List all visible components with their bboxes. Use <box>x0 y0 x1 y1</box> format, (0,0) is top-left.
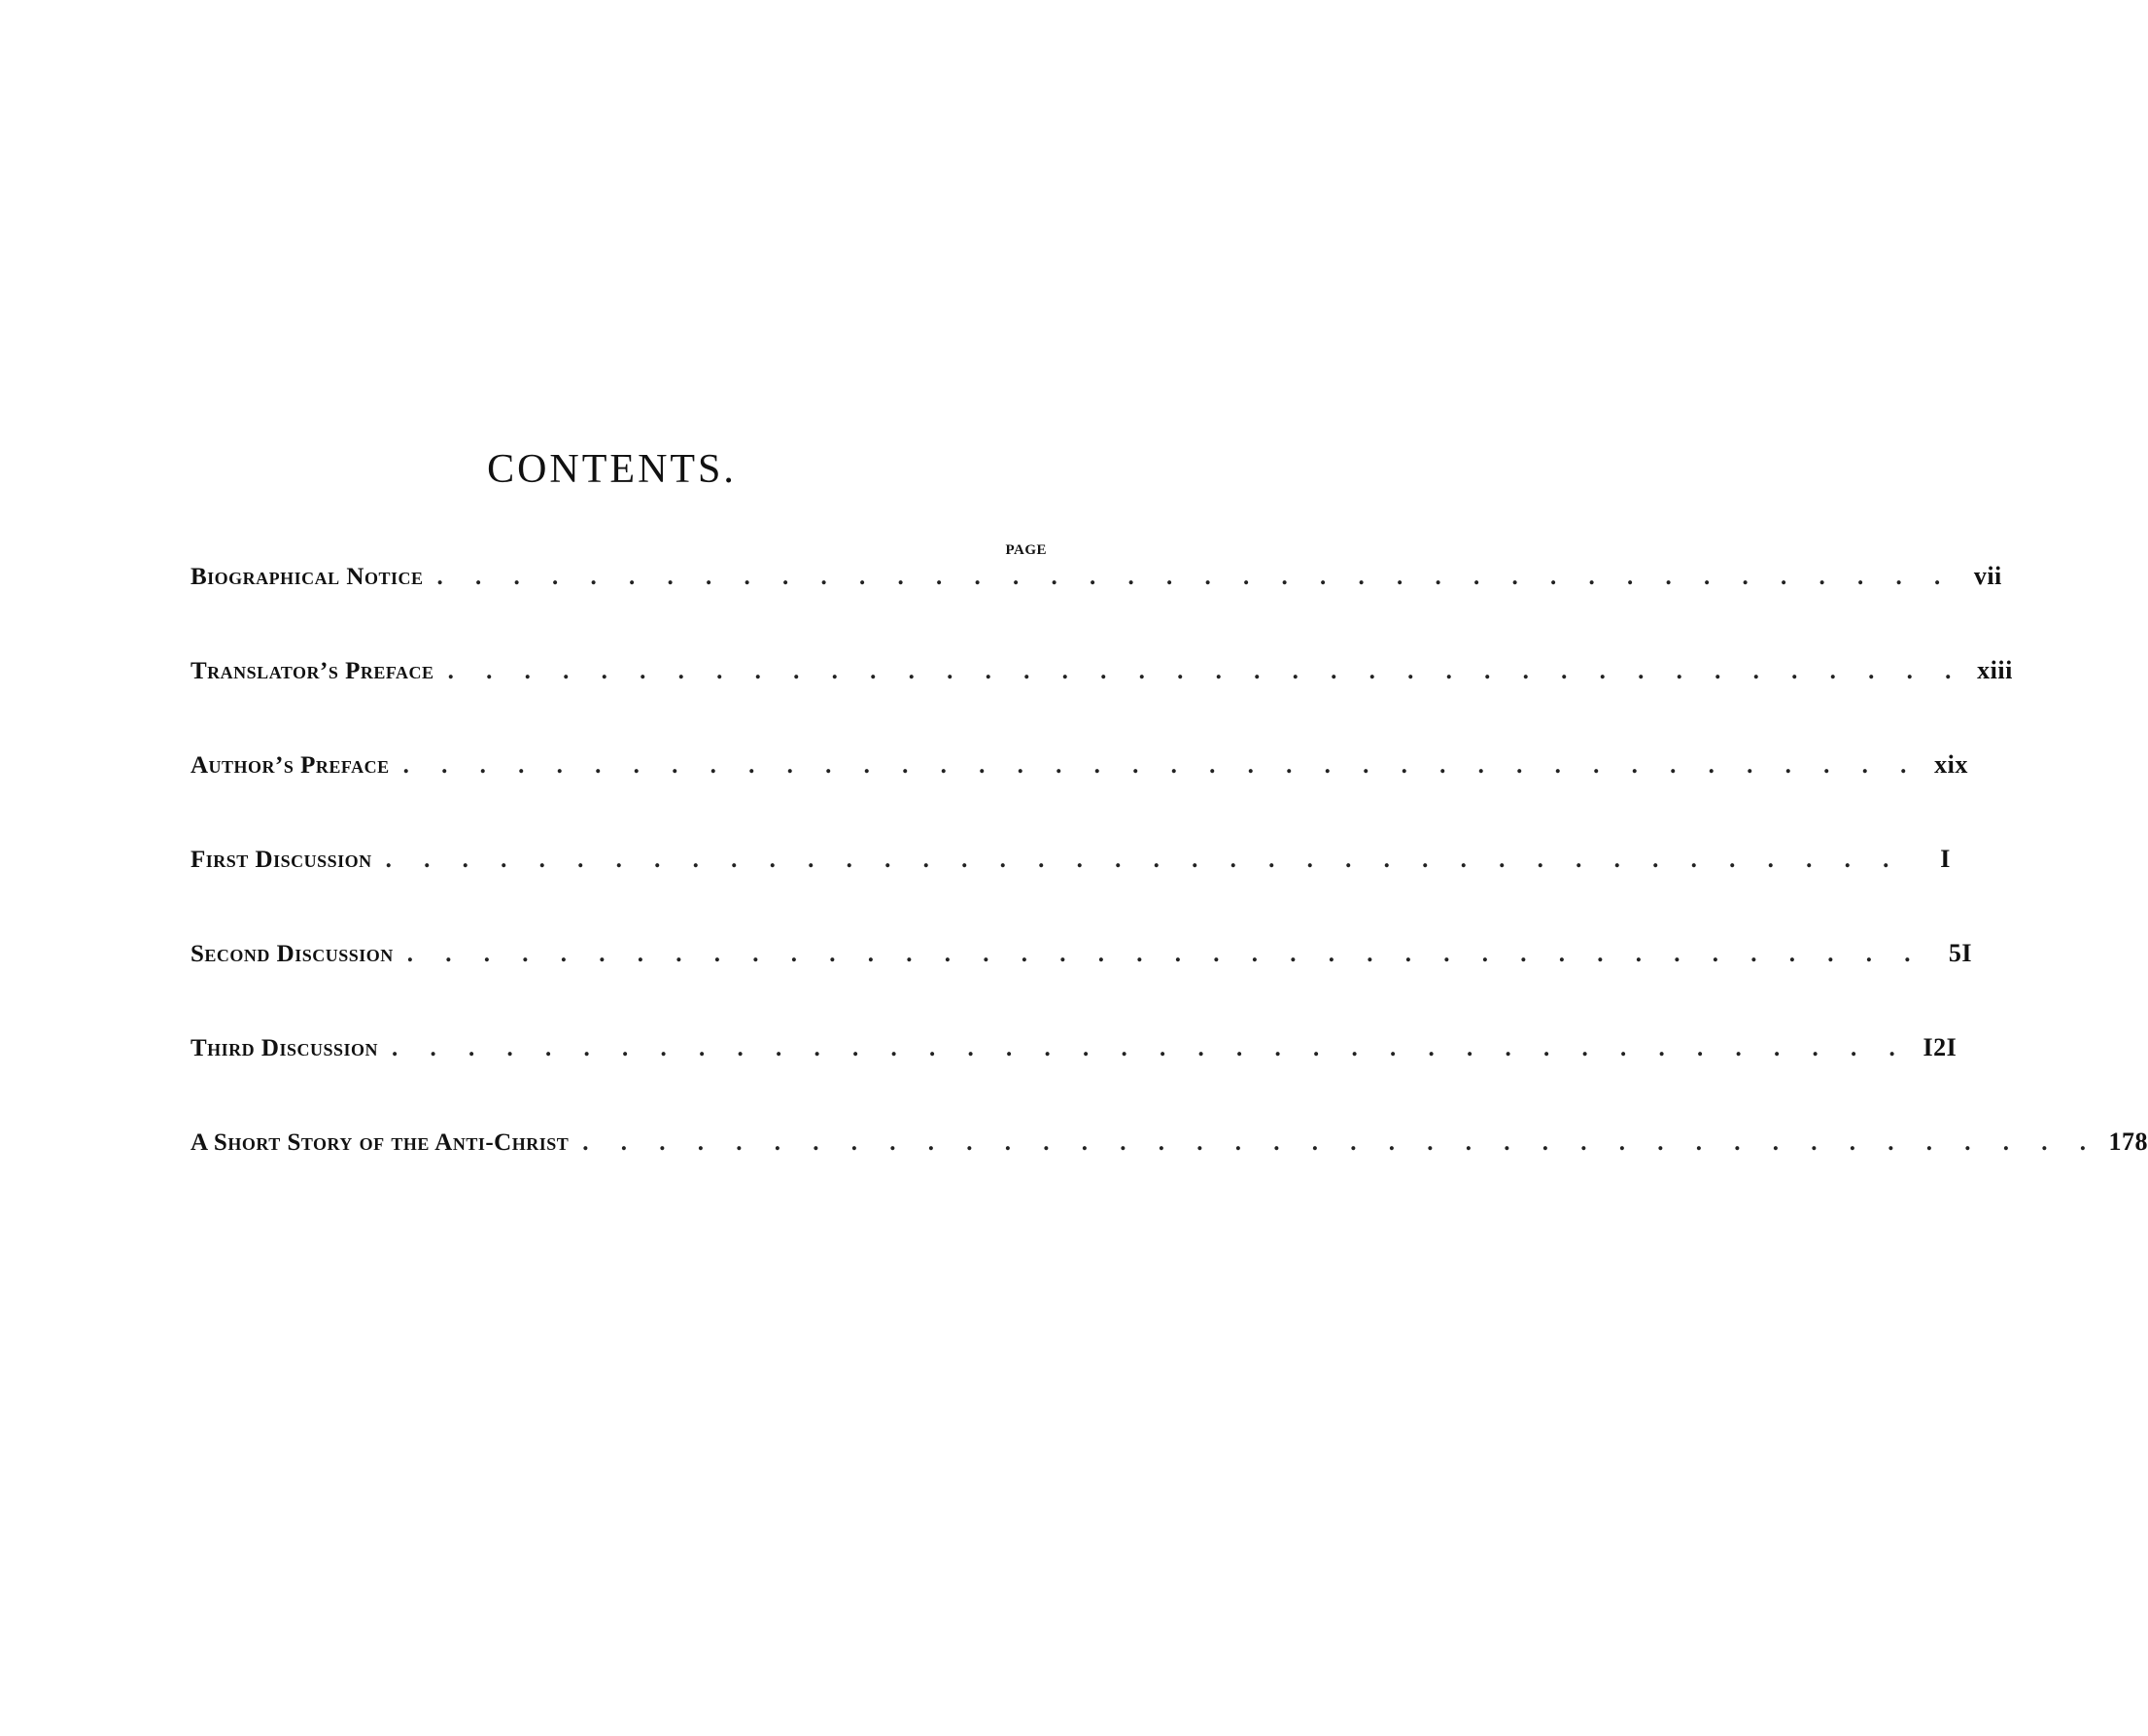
toc-entry-title: Translator’s Preface <box>191 658 434 684</box>
dot-leader: . . . . . . . . . . . . . . . . . . . . . . . . . . . . . . . . . . . . . . . . <box>406 941 1924 967</box>
toc-entry <box>191 562 2002 601</box>
dot-leader: . . . . . . . . . . . . . . . . . . . . . . . . . . . . . . . . . . . . . . . . <box>582 1129 2099 1156</box>
toc-entry <box>191 750 1968 789</box>
page-title: CONTENTS. <box>487 447 737 492</box>
toc-entry-page: 178 <box>2108 1128 2148 1156</box>
dot-leader: . . . . . . . . . . . . . . . . . . . . . . . . . . . . . . . . . . . . . . . . <box>436 564 1954 590</box>
toc-entry-page: 5I <box>1948 939 1973 967</box>
page-column-label: PAGE <box>1005 542 1047 558</box>
toc-entry-page: I2I <box>1923 1033 1957 1061</box>
dot-leader: . . . . . . . . . . . . . . . . . . . . . . . . . . . . . . . . . . . . . . . . <box>402 752 1920 779</box>
toc-entry-title: Second Discussion <box>191 941 394 967</box>
toc-entry-title: First Discussion <box>191 847 372 873</box>
toc-entry-title: Third Discussion <box>191 1035 379 1061</box>
dot-leader: . . . . . . . . . . . . . . . . . . . . . . . . . . . . . . . . . . . . . . . . <box>392 1035 1909 1061</box>
toc-entry <box>191 656 2013 695</box>
toc-entry <box>191 1033 1957 1072</box>
toc-entry-page: xix <box>1934 750 1968 779</box>
toc-entry-title: Biographical Notice <box>191 564 424 590</box>
toc-entry-title: A Short Story of the Anti-Christ <box>191 1129 570 1156</box>
dot-leader: . . . . . . . . . . . . . . . . . . . . . . . . . . . . . . . . . . . . . . . . <box>385 847 1902 873</box>
toc-entry-title: Author’s Preface <box>191 752 390 779</box>
toc-entry <box>191 939 1973 978</box>
toc-entry-page: vii <box>1973 562 2002 590</box>
toc-entry-page: I <box>1940 845 1951 873</box>
dot-leader: . . . . . . . . . . . . . . . . . . . . . . . . . . . . . . . . . . . . . . . . <box>447 658 1964 684</box>
toc-entry-page: xiii <box>1977 656 2013 684</box>
toc-entry <box>191 845 1951 884</box>
toc-entry <box>191 1128 2148 1166</box>
